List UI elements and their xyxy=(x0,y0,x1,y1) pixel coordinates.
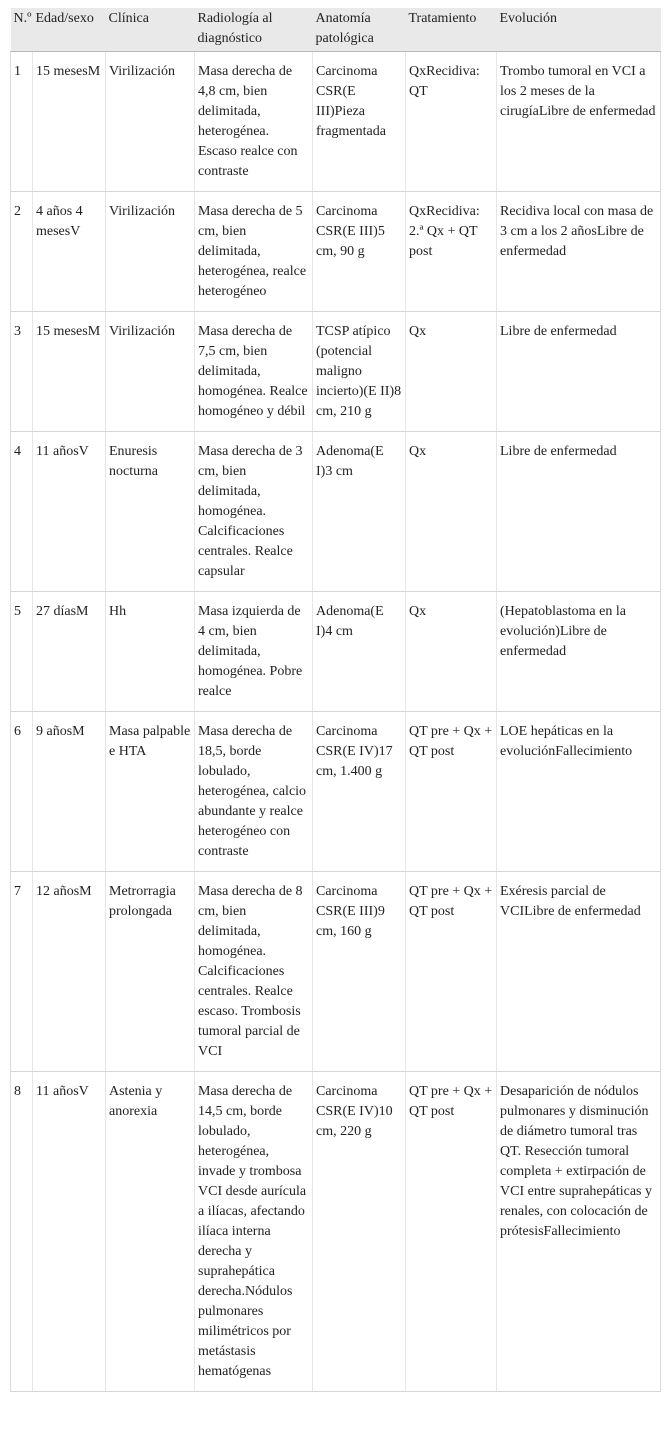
cell-tratamiento: QxRecidiva: QT xyxy=(406,52,497,192)
cell-radiologia: Masa derecha de 3 cm, bien delimitada, homogénea. Calcificaciones centrales. Realce capsular xyxy=(195,432,313,592)
header-clinica: Clínica xyxy=(106,8,195,52)
table-row xyxy=(11,192,661,312)
cases-table xyxy=(10,8,661,1392)
cell-clinica: Astenia y anorexia xyxy=(106,1072,195,1392)
cell-edad-sexo: 12 añosM xyxy=(33,872,106,1072)
cell-edad-sexo: 11 añosV xyxy=(33,1072,106,1392)
cell-anatomia: Carcinoma CSR(E III)5 cm, 90 g xyxy=(313,192,406,312)
cell-evolucion: Libre de enfermedad xyxy=(497,312,661,432)
cell-clinica: Hh xyxy=(106,592,195,712)
cell-clinica: Virilización xyxy=(106,312,195,432)
cell-n: 8 xyxy=(11,1072,33,1392)
cell-clinica: Virilización xyxy=(106,52,195,192)
cell-evolucion: Desaparición de nódulos pulmonares y disminución de diámetro tumoral tras QT. Resección tumoral completa + extirpación de VCI entre suprahepáticas y renales, con colocación de prótesisFallecimiento xyxy=(497,1072,661,1392)
header-anatomia: Anatomía patológica xyxy=(313,8,406,52)
cell-tratamiento: Qx xyxy=(406,312,497,432)
cell-anatomia: Adenoma(E I)4 cm xyxy=(313,592,406,712)
cell-radiologia: Masa izquierda de 4 cm, bien delimitada, homogénea. Pobre realce xyxy=(195,592,313,712)
table-row xyxy=(11,872,661,1072)
cell-anatomia: TCSP atípico (potencial maligno incierto)(E II)8 cm, 210 g xyxy=(313,312,406,432)
header-edad-sexo: Edad/sexo xyxy=(33,8,106,52)
cell-radiologia: Masa derecha de 14,5 cm, borde lobulado, heterogénea, invade y trombosa VCI desde aurícula a ilíacas, afectando ilíaca interna derecha y suprahepática derecha.Nódulos pulmonares milimétricos por metástasis hematógenas xyxy=(195,1072,313,1392)
header-row xyxy=(11,8,661,52)
cell-tratamiento: QT pre + Qx + QT post xyxy=(406,872,497,1072)
table-row xyxy=(11,712,661,872)
cell-edad-sexo: 11 añosV xyxy=(33,432,106,592)
cell-n: 7 xyxy=(11,872,33,1072)
cell-evolucion: Libre de enfermedad xyxy=(497,432,661,592)
cell-n: 6 xyxy=(11,712,33,872)
cell-evolucion: LOE hepáticas en la evoluciónFallecimiento xyxy=(497,712,661,872)
header-radiologia: Radiología al diagnóstico xyxy=(195,8,313,52)
cell-n: 2 xyxy=(11,192,33,312)
cell-n: 1 xyxy=(11,52,33,192)
table-row xyxy=(11,312,661,432)
cell-n: 4 xyxy=(11,432,33,592)
header-n: N.º xyxy=(11,8,33,52)
cell-radiologia: Masa derecha de 7,5 cm, bien delimitada, homogénea. Realce homogéneo y débil xyxy=(195,312,313,432)
header-tratamiento: Tratamiento xyxy=(406,8,497,52)
cell-edad-sexo: 4 años 4 mesesV xyxy=(33,192,106,312)
cell-tratamiento: Qx xyxy=(406,592,497,712)
cell-edad-sexo: 27 díasM xyxy=(33,592,106,712)
cell-tratamiento: QT pre + Qx + QT post xyxy=(406,712,497,872)
cell-edad-sexo: 15 mesesM xyxy=(33,52,106,192)
cell-clinica: Masa palpable e HTA xyxy=(106,712,195,872)
cell-tratamiento: Qx xyxy=(406,432,497,592)
table-row xyxy=(11,592,661,712)
cell-radiologia: Masa derecha de 4,8 cm, bien delimitada, heterogénea. Escaso realce con contraste xyxy=(195,52,313,192)
cell-anatomia: Adenoma(E I)3 cm xyxy=(313,432,406,592)
cell-radiologia: Masa derecha de 8 cm, bien delimitada, homogénea. Calcificaciones centrales. Realce escaso. Trombosis tumoral parcial de VCI xyxy=(195,872,313,1072)
cell-radiologia: Masa derecha de 5 cm, bien delimitada, heterogénea, realce heterogéneo xyxy=(195,192,313,312)
cell-evolucion: Trombo tumoral en VCI a los 2 meses de la cirugíaLibre de enfermedad xyxy=(497,52,661,192)
cell-evolucion: (Hepatoblastoma en la evolución)Libre de enfermedad xyxy=(497,592,661,712)
cell-clinica: Virilización xyxy=(106,192,195,312)
cell-anatomia: Carcinoma CSR(E III)9 cm, 160 g xyxy=(313,872,406,1072)
cell-evolucion: Recidiva local con masa de 3 cm a los 2 añosLibre de enfermedad xyxy=(497,192,661,312)
cell-tratamiento: QxRecidiva: 2.ª Qx + QT post xyxy=(406,192,497,312)
cell-edad-sexo: 9 añosM xyxy=(33,712,106,872)
cell-n: 5 xyxy=(11,592,33,712)
cell-anatomia: Carcinoma CSR(E IV)10 cm, 220 g xyxy=(313,1072,406,1392)
cell-n: 3 xyxy=(11,312,33,432)
cell-clinica: Metrorragia prolongada xyxy=(106,872,195,1072)
cell-clinica: Enuresis nocturna xyxy=(106,432,195,592)
table-row xyxy=(11,52,661,192)
cell-edad-sexo: 15 mesesM xyxy=(33,312,106,432)
table-row xyxy=(11,1072,661,1392)
cell-evolucion: Exéresis parcial de VCILibre de enfermedad xyxy=(497,872,661,1072)
cell-anatomia: Carcinoma CSR(E III)Pieza fragmentada xyxy=(313,52,406,192)
cell-anatomia: Carcinoma CSR(E IV)17 cm, 1.400 g xyxy=(313,712,406,872)
cell-tratamiento: QT pre + Qx + QT post xyxy=(406,1072,497,1392)
table-row xyxy=(11,432,661,592)
header-evolucion: Evolución xyxy=(497,8,661,52)
cell-radiologia: Masa derecha de 18,5, borde lobulado, heterogénea, calcio abundante y realce heterogéneo con contraste xyxy=(195,712,313,872)
